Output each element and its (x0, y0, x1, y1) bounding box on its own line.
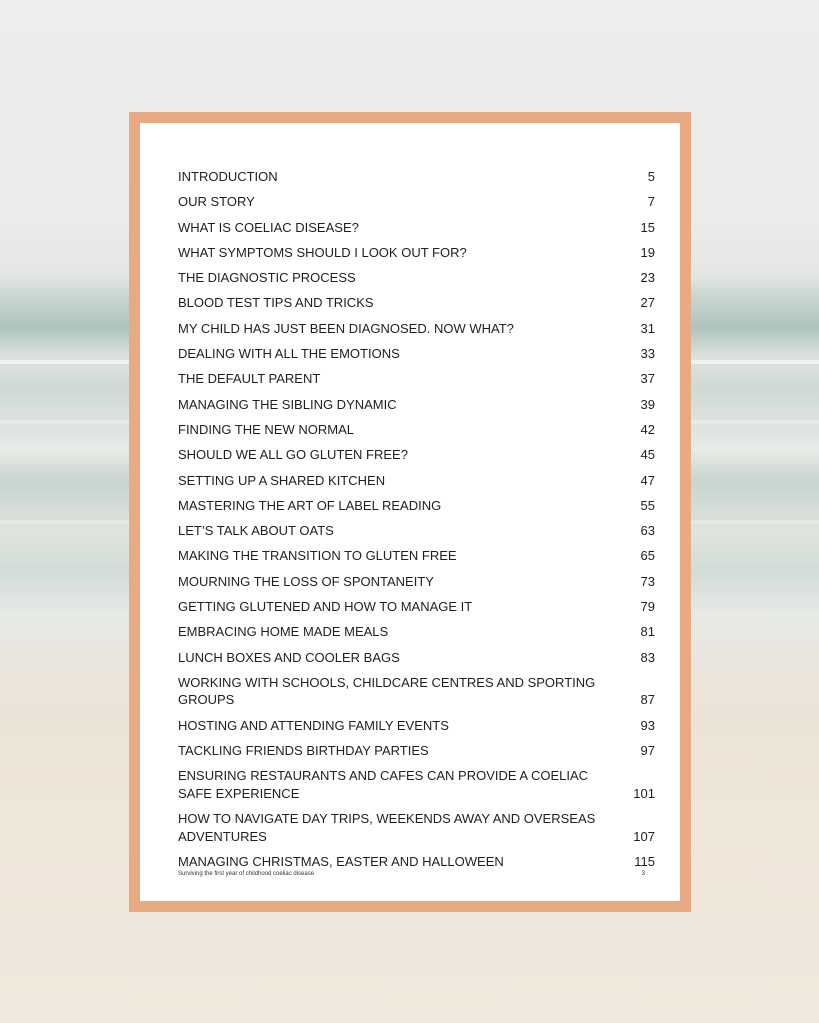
page-frame (129, 112, 691, 912)
toc-entry-page-number: 73 (640, 573, 655, 589)
toc-entry-title: MANAGING THE SIBLING DYNAMIC (178, 396, 397, 412)
toc-entry-title: MAKING THE TRANSITION TO GLUTEN FREE (178, 548, 457, 564)
toc-entry-title: WHAT SYMPTOMS SHOULD I LOOK OUT FOR? (178, 244, 467, 260)
toc-entry-title: GETTING GLUTENED AND HOW TO MANAGE IT (178, 599, 473, 615)
toc-entry[interactable] (178, 649, 655, 667)
toc-entry[interactable] (178, 193, 655, 211)
toc-entry-title: MOURNING THE LOSS OF SPONTANEITY (178, 573, 434, 589)
toc-entry-page-number: 7 (647, 194, 655, 210)
footer-page-number: 3 (641, 871, 645, 877)
toc-entry-page-number: 115 (634, 853, 655, 869)
toc-entry-page-number: 55 (640, 497, 655, 513)
toc-entry-title: EMBRACING HOME MADE MEALS (178, 624, 389, 640)
toc-entry-page-number: 45 (640, 447, 655, 463)
toc-entry[interactable] (178, 472, 655, 490)
toc-entry[interactable] (178, 598, 655, 616)
toc-entry[interactable] (178, 219, 655, 237)
toc-entry[interactable] (178, 674, 655, 709)
toc-entry-title: LET’S TALK ABOUT OATS (178, 523, 334, 539)
toc-entry[interactable] (178, 810, 655, 845)
toc-entry[interactable] (178, 497, 655, 515)
toc-entry-page-number: 33 (640, 346, 655, 362)
toc-entry-title: SETTING UP A SHARED KITCHEN (178, 472, 386, 488)
toc-entry[interactable] (178, 345, 655, 363)
toc-entry-title: MY CHILD HAS JUST BEEN DIAGNOSED. NOW WHAT? (178, 320, 514, 336)
toc-entry-page-number: 81 (640, 624, 655, 640)
toc-entry-page-number: 107 (633, 828, 655, 844)
toc-entry-title: THE DEFAULT PARENT (178, 371, 321, 387)
toc-entry-page-number: 19 (640, 244, 655, 260)
toc-entry-title: MANAGING CHRISTMAS, EASTER AND HALLOWEEN (178, 853, 504, 869)
toc-entry-page-number: 63 (640, 523, 655, 539)
toc-entry-title: SHOULD WE ALL GO GLUTEN FREE? (178, 447, 408, 463)
toc-entry-title: FINDING THE NEW NORMAL (178, 421, 354, 437)
toc-entry-page-number: 79 (640, 599, 655, 615)
page-footer (178, 871, 645, 877)
toc-entry-title: WORKING WITH SCHOOLS, CHILDCARE CENTRES AND SPORTING GROUPS (178, 674, 596, 708)
toc-entry-page-number: 87 (640, 692, 655, 708)
toc-entry[interactable] (178, 623, 655, 641)
toc-entry-page-number: 39 (640, 396, 655, 412)
toc-entry-page-number: 23 (640, 270, 655, 286)
toc-entry[interactable] (178, 446, 655, 464)
table-of-contents (178, 168, 655, 878)
toc-entry[interactable] (178, 767, 655, 802)
toc-entry-page-number: 101 (633, 785, 655, 801)
toc-entry-title: ENSURING RESTAURANTS AND CAFES CAN PROVIDE A COELIAC SAFE EXPERIENCE (178, 768, 589, 801)
toc-entry[interactable] (178, 168, 655, 186)
toc-entry-title: THE DIAGNOSTIC PROCESS (178, 270, 356, 286)
toc-entry-page-number: 5 (647, 169, 655, 184)
toc-entry[interactable] (178, 573, 655, 591)
toc-entry-page-number: 47 (640, 472, 655, 488)
toc-entry[interactable] (178, 294, 655, 312)
toc-entry[interactable] (178, 320, 655, 338)
toc-entry-title: BLOOD TEST TIPS AND TRICKS (178, 295, 374, 311)
footer-book-title: Surviving the first year of childhood coeliac disease (178, 871, 315, 877)
toc-entry[interactable] (178, 522, 655, 540)
toc-entry-page-number: 15 (640, 219, 655, 235)
toc-entry-page-number: 31 (640, 320, 655, 336)
toc-entry[interactable] (178, 717, 655, 735)
toc-entry[interactable] (178, 421, 655, 439)
toc-entry-title: HOSTING AND ATTENDING FAMILY EVENTS (178, 717, 449, 733)
toc-entry-page-number: 42 (640, 421, 655, 437)
toc-entry-page-number: 83 (640, 649, 655, 665)
toc-entry[interactable] (178, 269, 655, 287)
toc-entry[interactable] (178, 244, 655, 262)
toc-entry-page-number: 27 (640, 295, 655, 311)
toc-entry-page-number: 97 (640, 743, 655, 759)
toc-entry-page-number: 65 (640, 548, 655, 564)
toc-entry-title: MASTERING THE ART OF LABEL READING (178, 497, 442, 513)
toc-entry[interactable] (178, 396, 655, 414)
toc-entry-title: OUR STORY (178, 194, 255, 210)
toc-entry-title: TACKLING FRIENDS BIRTHDAY PARTIES (178, 743, 429, 759)
toc-entry[interactable] (178, 547, 655, 565)
document-page (140, 123, 680, 901)
toc-entry-page-number: 37 (640, 371, 655, 387)
toc-entry[interactable] (178, 370, 655, 388)
toc-entry-title: WHAT IS COELIAC DISEASE? (178, 219, 359, 235)
toc-entry[interactable] (178, 742, 655, 760)
toc-entry-page-number: 93 (640, 717, 655, 733)
toc-entry-title: DEALING WITH ALL THE EMOTIONS (178, 346, 400, 362)
toc-entry-title: INTRODUCTION (178, 169, 278, 184)
toc-entry-title: HOW TO NAVIGATE DAY TRIPS, WEEKENDS AWAY AND OVERSEAS ADVENTURES (178, 811, 596, 844)
toc-entry-title: LUNCH BOXES AND COOLER BAGS (178, 649, 400, 665)
toc-entry[interactable] (178, 853, 655, 871)
